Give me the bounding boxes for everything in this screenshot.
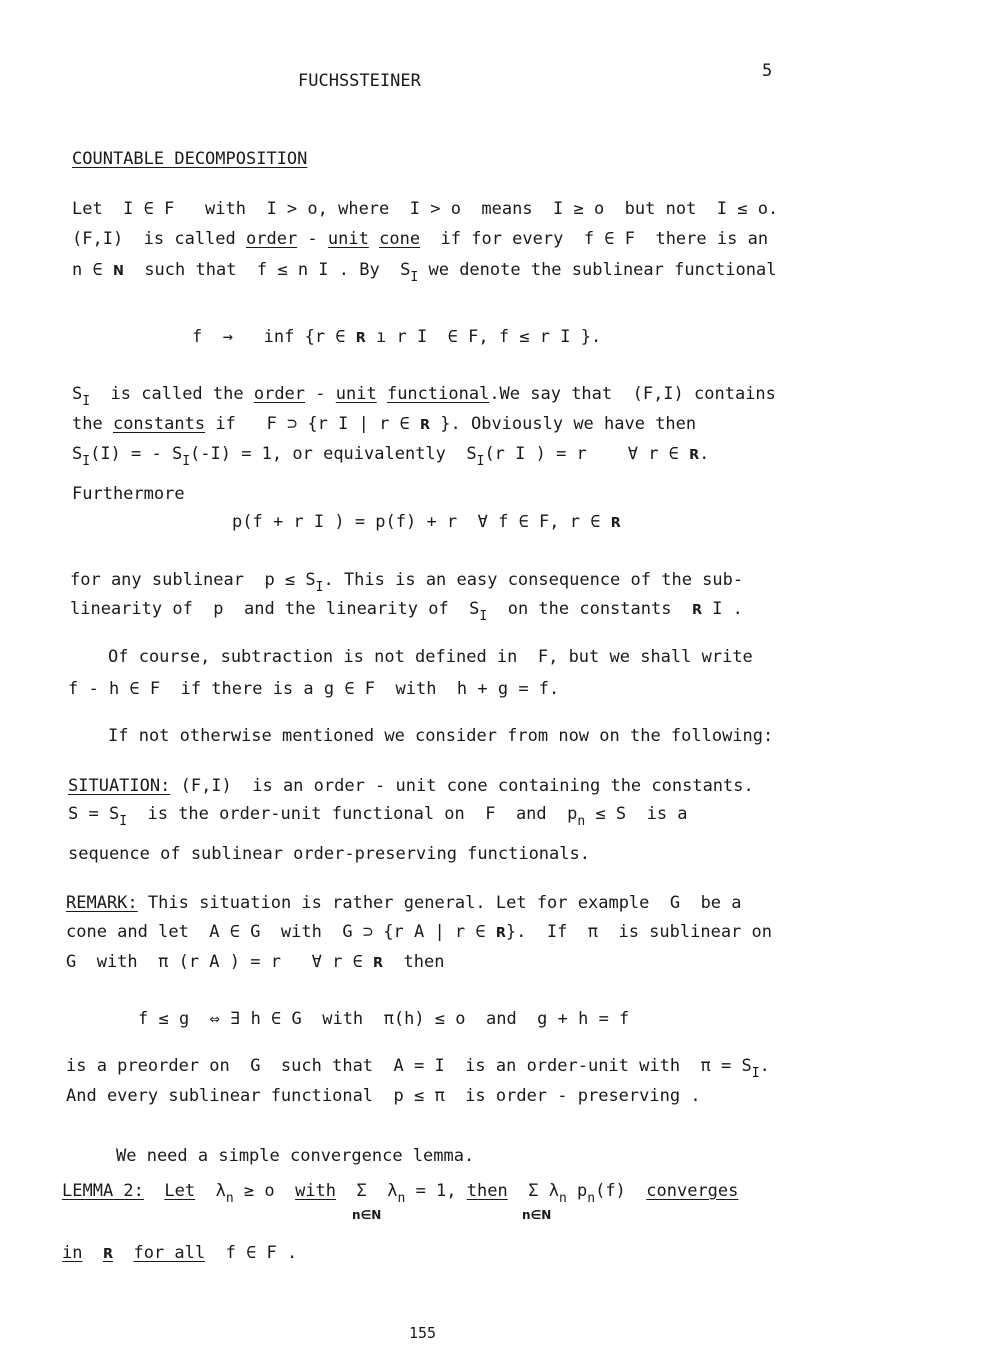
para2-line1: $S_I$ is called the order - unit functional.We say that (F,I) contains	[72, 384, 776, 409]
formula-order-unit: f → inf {r ∈ R ı r I ∈ F, f ≤ r I }.	[192, 327, 602, 347]
para5: If not otherwise mentioned we consider from now on the following:	[108, 726, 774, 746]
formula-shift: p(f + r I ) = p(f) + r ∀ f ∈ F, r ∈ R	[232, 512, 621, 532]
para4-line1: Of course, subtraction is not defined in F, but we shall write	[108, 647, 753, 667]
formula-preorder: f ≤ g ⇔ ∃ h ∈ G with π(h) ≤ o and g + h = f	[138, 1009, 630, 1029]
lemma-line1: LEMMA 2: Let $\lambda_n \ge o$ with Σ $\lambda_n = 1$, then Σ $\lambda_n$ $p_n(f)$ converges	[62, 1181, 739, 1206]
sum-index-1: n∈N	[352, 1208, 382, 1222]
lemma-line2: in R for all f ∈ F .	[62, 1243, 298, 1263]
remark-line2: cone and let A ∈ G with G ⊃ {r A | r ∈ R}. If π is sublinear on	[66, 922, 772, 942]
para1-line3: n ∈ N such that f ≤ n I . By $S_I$ we denote the sublinear functional	[72, 260, 777, 285]
situation-line2: $S = S_I$ is the order-unit functional on F and $p_n \le S$ is a	[68, 804, 688, 829]
para3-line2: linearity of p and the linearity of $S_I$ on the constants R I .	[70, 599, 743, 624]
remark-line1: REMARK: This situation is rather general. Let for example G be a	[66, 893, 742, 913]
para6-line2: And every sublinear functional p ≤ π is order - preserving .	[66, 1086, 701, 1106]
para6-line1: is a preorder on G such that A = I is an order-unit with $\pi = S_I$.	[66, 1056, 770, 1081]
para1-line1: Let I ∈ F with I > o, where I > o means I ≥ o but not I ≤ o.	[72, 199, 779, 219]
para7: We need a simple convergence lemma.	[116, 1146, 475, 1166]
sum-index-2: n∈N	[522, 1208, 552, 1222]
para2-line3: $S_I(I)$ = - $S_I(-I) = 1$, or equivalently $S_I(r$ I ) = r ∀ r ∈ R.	[72, 444, 710, 469]
page-number: 5	[762, 61, 773, 81]
remark-line3: G with π (r A ) = r ∀ r ∈ R then	[66, 952, 445, 972]
section-title: COUNTABLE DECOMPOSITION	[72, 149, 308, 169]
situation-line1: SITUATION: (F,I) is an order - unit cone containing the constants.	[68, 776, 754, 796]
para4-line2: f - h ∈ F if there is a g ∈ F with h + g = f.	[68, 679, 560, 699]
folio: 155	[409, 1324, 437, 1342]
running-head: FUCHSSTEINER	[298, 71, 421, 91]
para1-line2: (F,I) is called order - unit cone if for every f ∈ F there is an	[72, 229, 769, 249]
para3-line1: for any sublinear $p \le S_I$. This is an easy consequence of the sub-	[70, 570, 744, 595]
para2-line2: the constants if F ⊃ {r I | r ∈ R }. Obviously we have then	[72, 414, 697, 434]
para2-line4: Furthermore	[72, 484, 185, 504]
situation-line3: sequence of sublinear order-preserving functionals.	[68, 844, 590, 864]
